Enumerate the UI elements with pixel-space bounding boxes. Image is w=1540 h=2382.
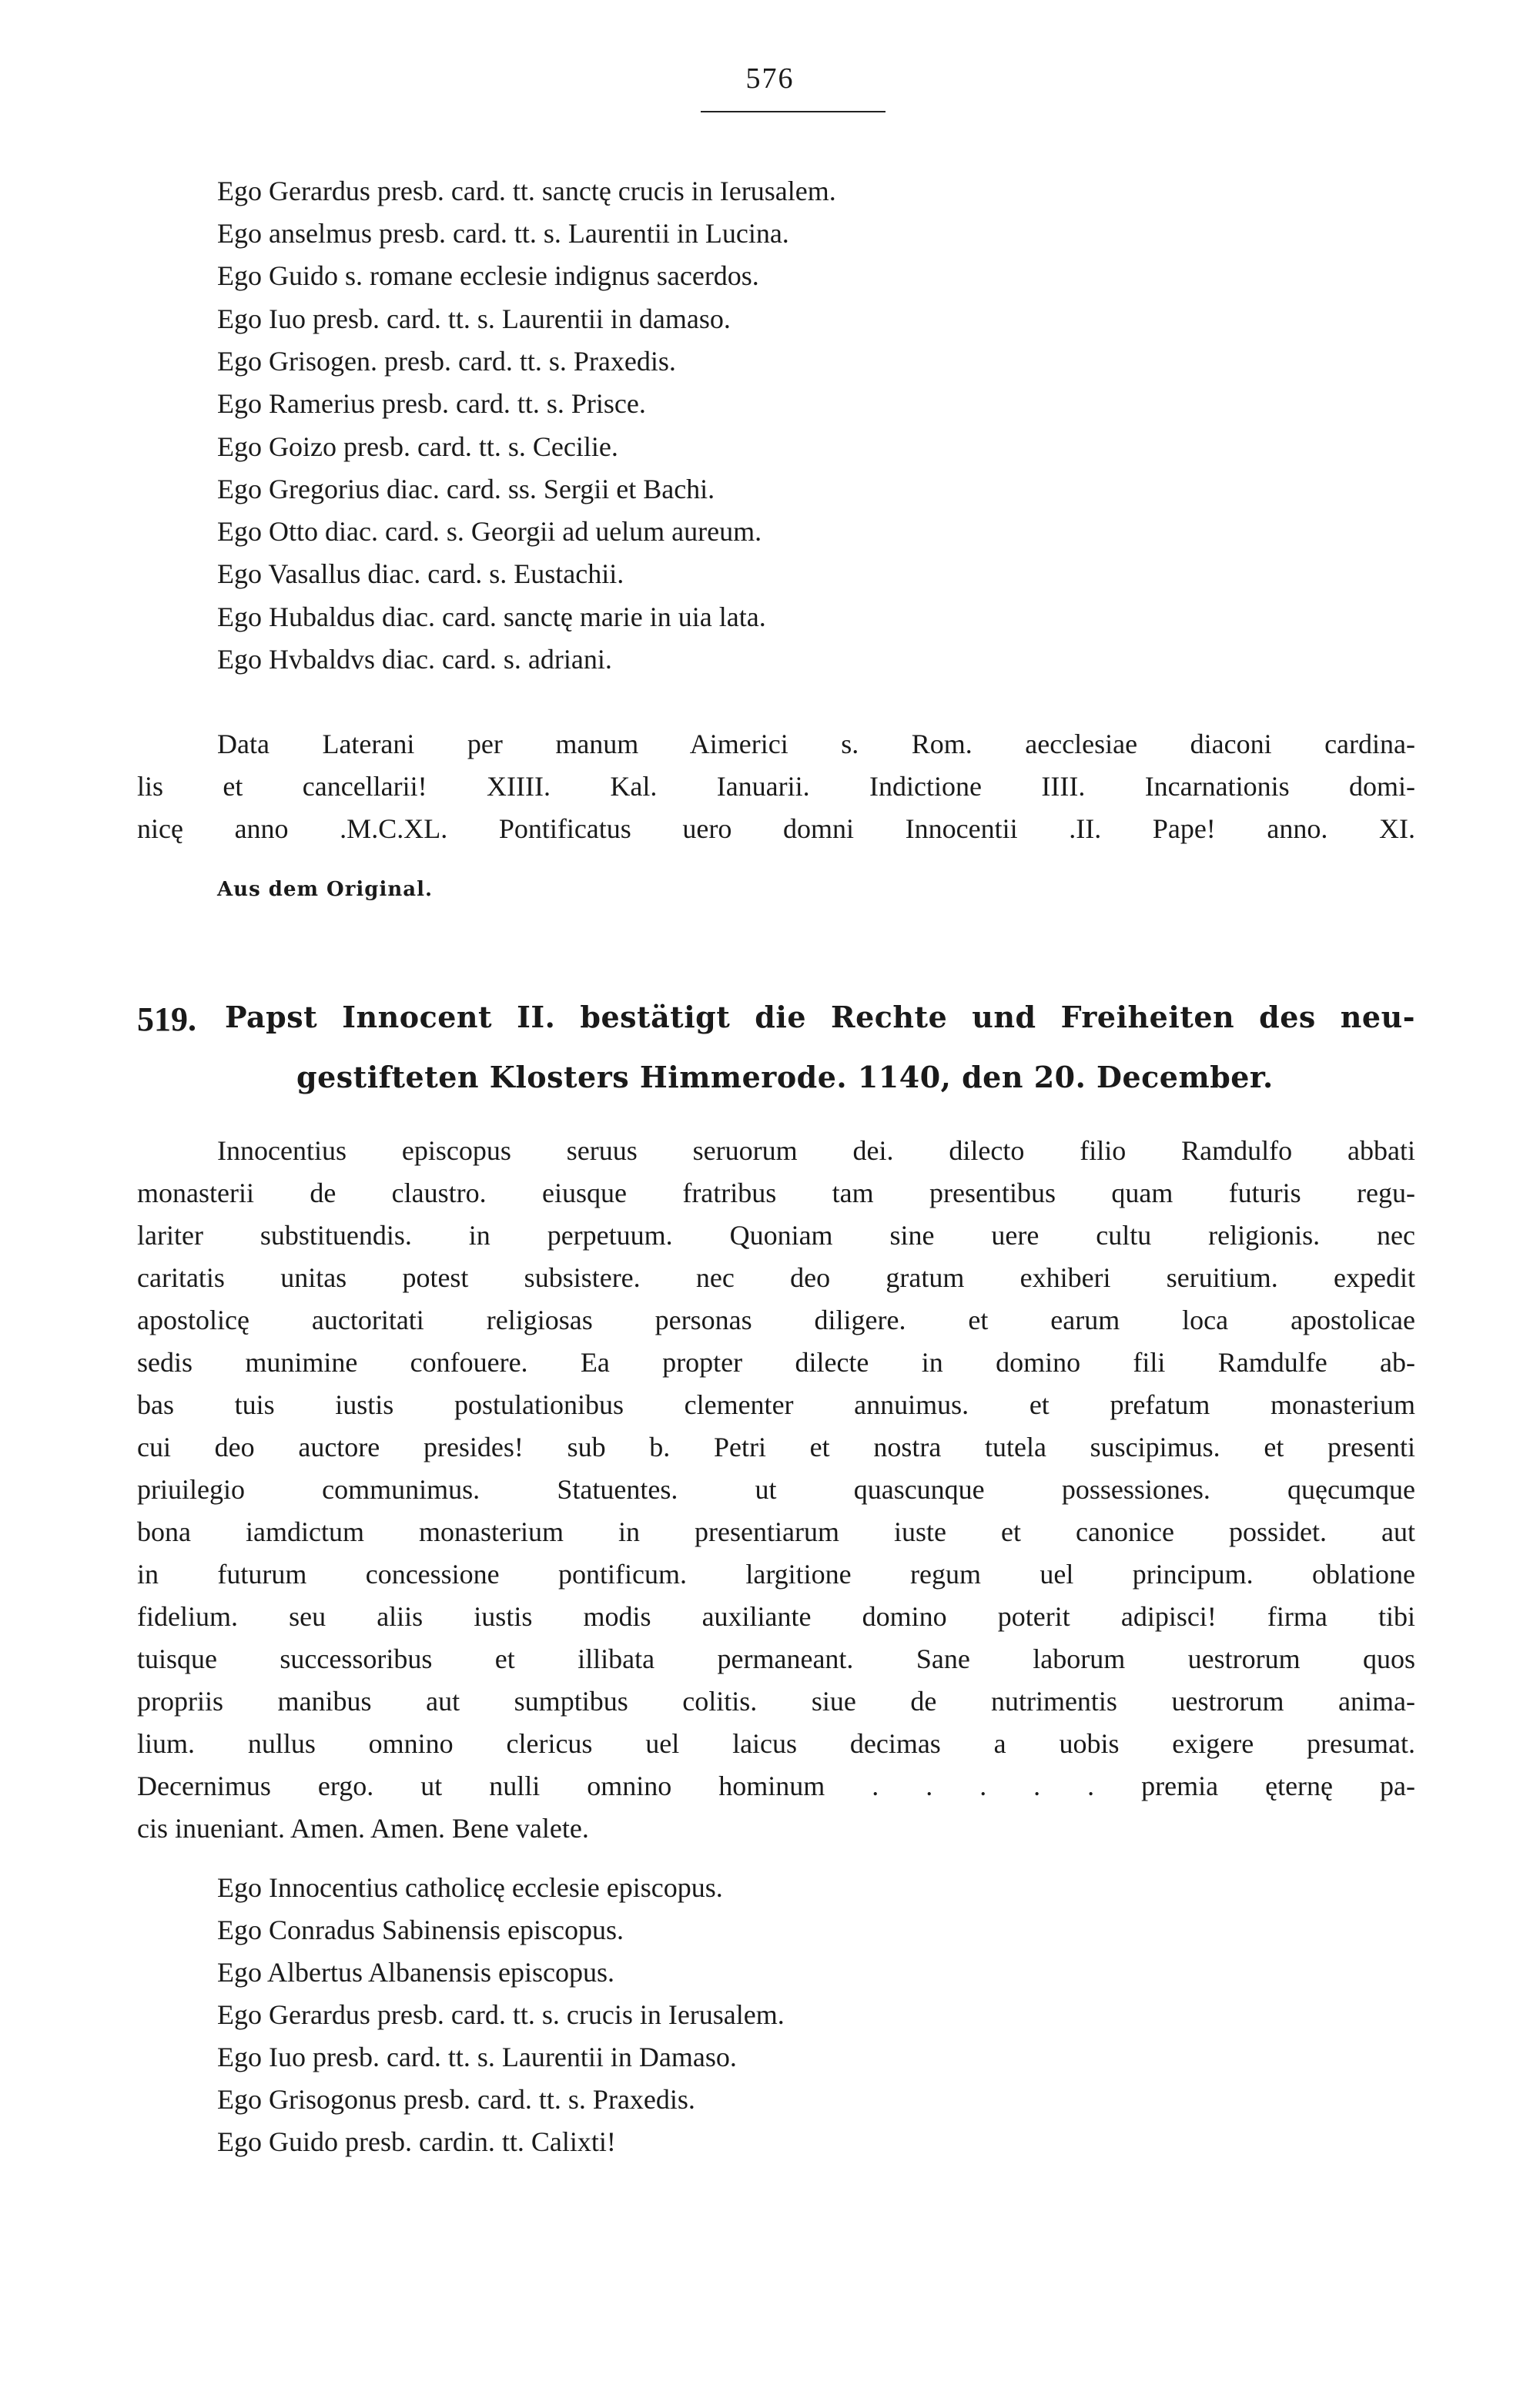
body-line: caritatis unitas potest subsistere. nec deo gratum exhiberi seruitium. expedit [137,1262,1415,1293]
signature-line: Ego Gregorius diac. card. ss. Sergii et Bachi. [217,474,715,504]
signature-line: Ego Ramerius presb. card. tt. s. Prisce. [217,388,646,419]
body-line: tuisque successoribus et illibata permaneant. Sane laborum uestrorum quos [137,1643,1415,1674]
document-heading-line: gestifteten Klosters Himmerode. 1140, den 20. December. [296,1060,1274,1094]
signature-line: Ego Guido presb. cardin. tt. Calixti! [217,2126,616,2157]
document-heading-line: Papst Innocent II. bestätigt die Rechte und Freiheiten des neu- [225,1000,1415,1034]
signature-line: Ego Otto diac. card. s. Georgii ad uelum aureum. [217,516,762,547]
dating-line: lis et cancellarii! XIIII. Kal. Ianuarii. Indictione IIII. Incarnationis domi- [137,771,1415,802]
signature-line: Ego anselmus presb. card. tt. s. Laurentii in Lucina. [217,218,789,249]
body-line: fidelium. seu aliis iustis modis auxiliante domino poterit adipisci! firma tibi [137,1601,1415,1632]
body-line: priuilegio communimus. Statuentes. ut quascunque possessiones. quęcumque [137,1474,1415,1505]
signature-line: Ego Hubaldus diac. card. sanctę marie in uia lata. [217,601,766,632]
dating-line: Data Laterani per manum Aimerici s. Rom. aecclesiae diaconi cardina- [217,729,1415,759]
body-line: lariter substituendis. in perpetuum. Quoniam sine uere cultu religionis. nec [137,1220,1415,1251]
body-line: Decernimus ergo. ut nulli omnino hominum . . . . . premia ęternę pa- [137,1771,1415,1801]
body-line: monasterii de claustro. eiusque fratribus tam presentibus quam futuris regu- [137,1178,1415,1208]
body-line: bona iamdictum monasterium in presentiarum iuste et canonice possidet. aut [137,1516,1415,1547]
page-number-rule [701,111,886,112]
signature-line: Ego Innocentius catholicę ecclesie episcopus. [217,1872,723,1903]
dating-line: nicę anno .M.C.XL. Pontificatus uero domni Innocentii .II. Pape! anno. XI. [137,813,1415,844]
signature-line: Ego Iuo presb. card. tt. s. Laurentii in damaso. [217,303,731,334]
signature-line: Ego Gerardus presb. card. tt. s. crucis in Ierusalem. [217,1999,785,2030]
body-line: in futurum concessione pontificum. largitione regum uel principum. oblatione [137,1559,1415,1590]
body-line: lium. nullus omnino clericus uel laicus decimas a uobis exigere presumat. [137,1728,1415,1759]
body-line: bas tuis iustis postulationibus clementer annuimus. et prefatum monasterium [137,1389,1415,1420]
body-line: propriis manibus aut sumptibus colitis. siue de nutrimentis uestrorum anima- [137,1686,1415,1717]
signature-line: Ego Guido s. romane ecclesie indignus sacerdos. [217,260,759,291]
page-number: 576 [745,62,795,95]
signature-line: Ego Iuo presb. card. tt. s. Laurentii in Damaso. [217,2042,737,2072]
signature-line: Ego Goizo presb. card. tt. s. Cecilie. [217,431,618,462]
source-note: Aus dem Original. [217,878,434,901]
signature-line: Ego Grisogonus presb. card. tt. s. Praxedis. [217,2084,695,2115]
body-line: cui deo auctore presides! sub b. Petri et nostra tutela suscipimus. et presenti [137,1432,1415,1462]
body-line: sedis munimine confouere. Ea propter dilecte in domino fili Ramdulfe ab- [137,1347,1415,1378]
signature-line: Ego Conradus Sabinensis episcopus. [217,1915,624,1945]
signature-line: Ego Vasallus diac. card. s. Eustachii. [217,558,624,589]
body-line: Innocentius episcopus seruus seruorum dei. dilecto filio Ramdulfo abbati [217,1135,1415,1166]
signature-line: Ego Hvbaldvs diac. card. s. adriani. [217,644,612,675]
body-line: cis inueniant. Amen. Amen. Bene valete. [137,1813,589,1844]
signature-line: Ego Albertus Albanensis episcopus. [217,1957,614,1988]
document-number: 519. [137,1000,196,1038]
body-line: apostolicę auctoritati religiosas personas diligere. et earum loca apostolicae [137,1305,1415,1335]
signature-line: Ego Gerardus presb. card. tt. sanctę crucis in Ierusalem. [217,176,836,206]
signature-line: Ego Grisogen. presb. card. tt. s. Praxedis. [217,346,676,377]
